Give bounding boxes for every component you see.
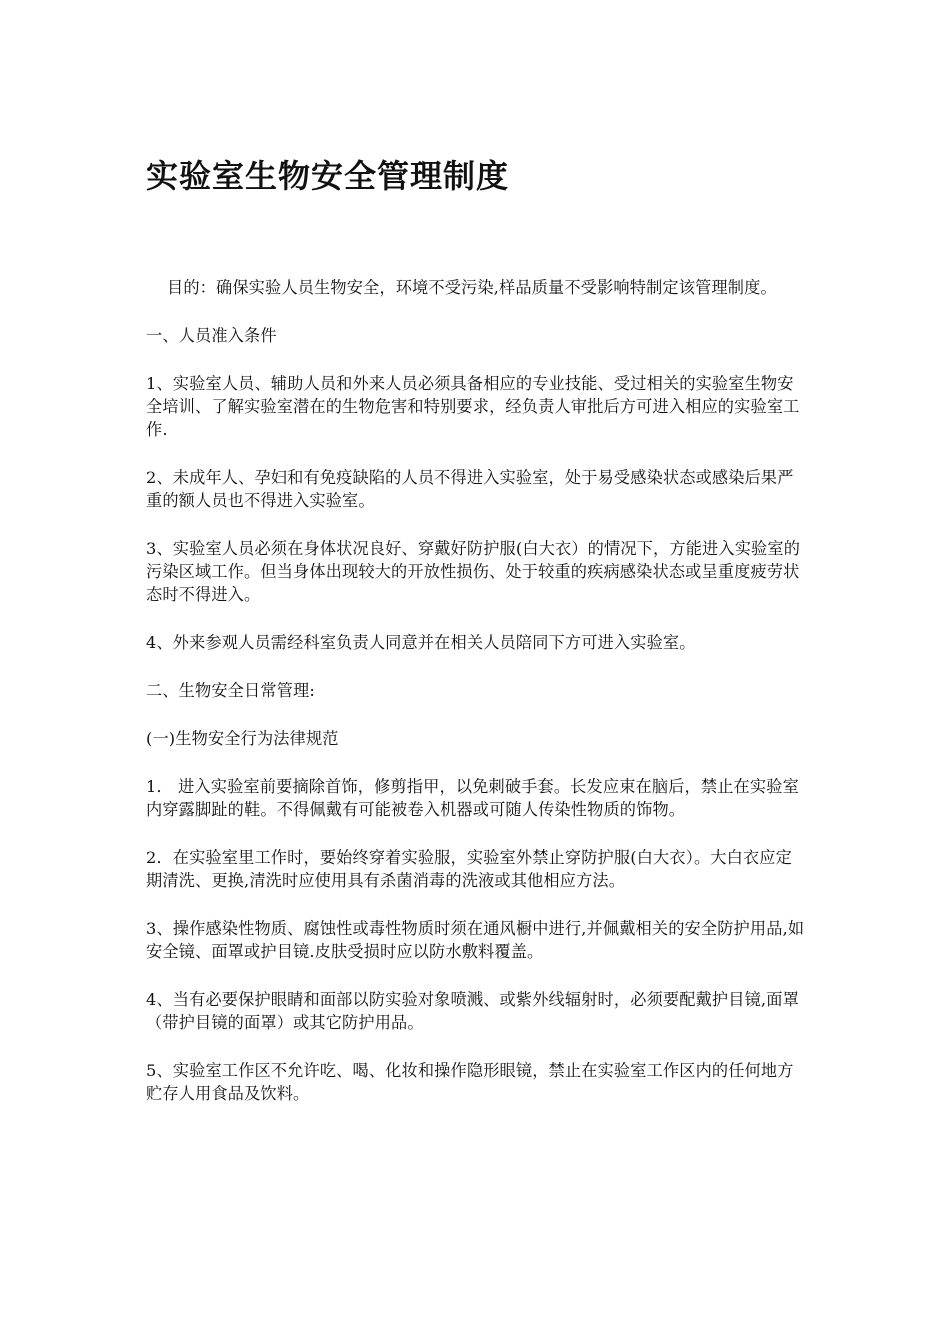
conduct-rule-item-2: 2．在实验室里工作时，要始终穿着实验服，实验室外禁止穿防护服(白大衣）。大白衣应定期清洗、更换,清洗时应使用具有杀菌消毒的洗液或其他相应方法。 — [146, 848, 792, 890]
personnel-access-list — [146, 372, 808, 654]
subsection-heading-conduct-rules: (一)生物安全行为法律规范 — [146, 729, 339, 748]
conduct-rules-list — [146, 775, 808, 1105]
section-heading-personnel-access: 一、人员准入条件 — [146, 326, 277, 345]
personnel-access-item-2: 2、未成年人、孕妇和有免疫缺陷的人员不得进入实验室，处于易受感染状态或感染后果严重的额人员也不得进入实验室。 — [146, 468, 794, 510]
conduct-rule-item-3: 3、操作感染性物质、腐蚀性或毒性物质时须在通风橱中进行,并佩戴相关的安全防护用品,如安全镜、面罩或护目镜.皮肤受损时应以防水敷料覆盖。 — [146, 919, 805, 961]
conduct-rule-item-4: 4、当有必要保护眼睛和面部以防实验对象喷溅、或紫外线辐射时，必须要配戴护目镜,面罩（带护目镜的面罩）或其它防护用品。 — [146, 990, 799, 1032]
document-body — [146, 276, 808, 1130]
section-heading-daily-management: 二、生物安全日常管理: — [146, 681, 315, 700]
personnel-access-item-1: 1、实验室人员、辅助人员和外来人员必须具备相应的专业技能、受过相关的实验室生物安全培训、了解实验室潜在的生物危害和特别要求，经负责人审批后方可进入相应的实验室工作. — [146, 374, 800, 439]
purpose-paragraph: 目的：确保实验人员生物安全，环境不受污染,样品质量不受影响特制定该管理制度。 — [167, 278, 777, 297]
conduct-rule-item-1: 1． 进入实验室前要摘除首饰，修剪指甲，以免刺破手套。长发应束在脑后，禁止在实验室内穿露脚趾的鞋。不得佩戴有可能被卷入机器或可随人传染性物质的饰物。 — [146, 777, 799, 819]
personnel-access-item-3: 3、实验室人员必须在身体状况良好、穿戴好防护服(白大衣）的情况下，方能进入实验室的污染区域工作。但当身体出现较大的开放性损伤、处于较重的疾病感染状态或呈重度疲劳状态时不得进入。 — [146, 539, 801, 604]
personnel-access-item-4: 4、外来参观人员需经科室负责人同意并在相关人员陪同下方可进入实验室。 — [146, 633, 696, 652]
document-title: 实验室生物安全管理制度 — [146, 157, 510, 195]
conduct-rule-item-5: 5、实验室工作区不允许吃、喝、化妆和操作隐形眼镜，禁止在实验室工作区内的任何地方贮存人用食品及饮料。 — [146, 1061, 794, 1103]
